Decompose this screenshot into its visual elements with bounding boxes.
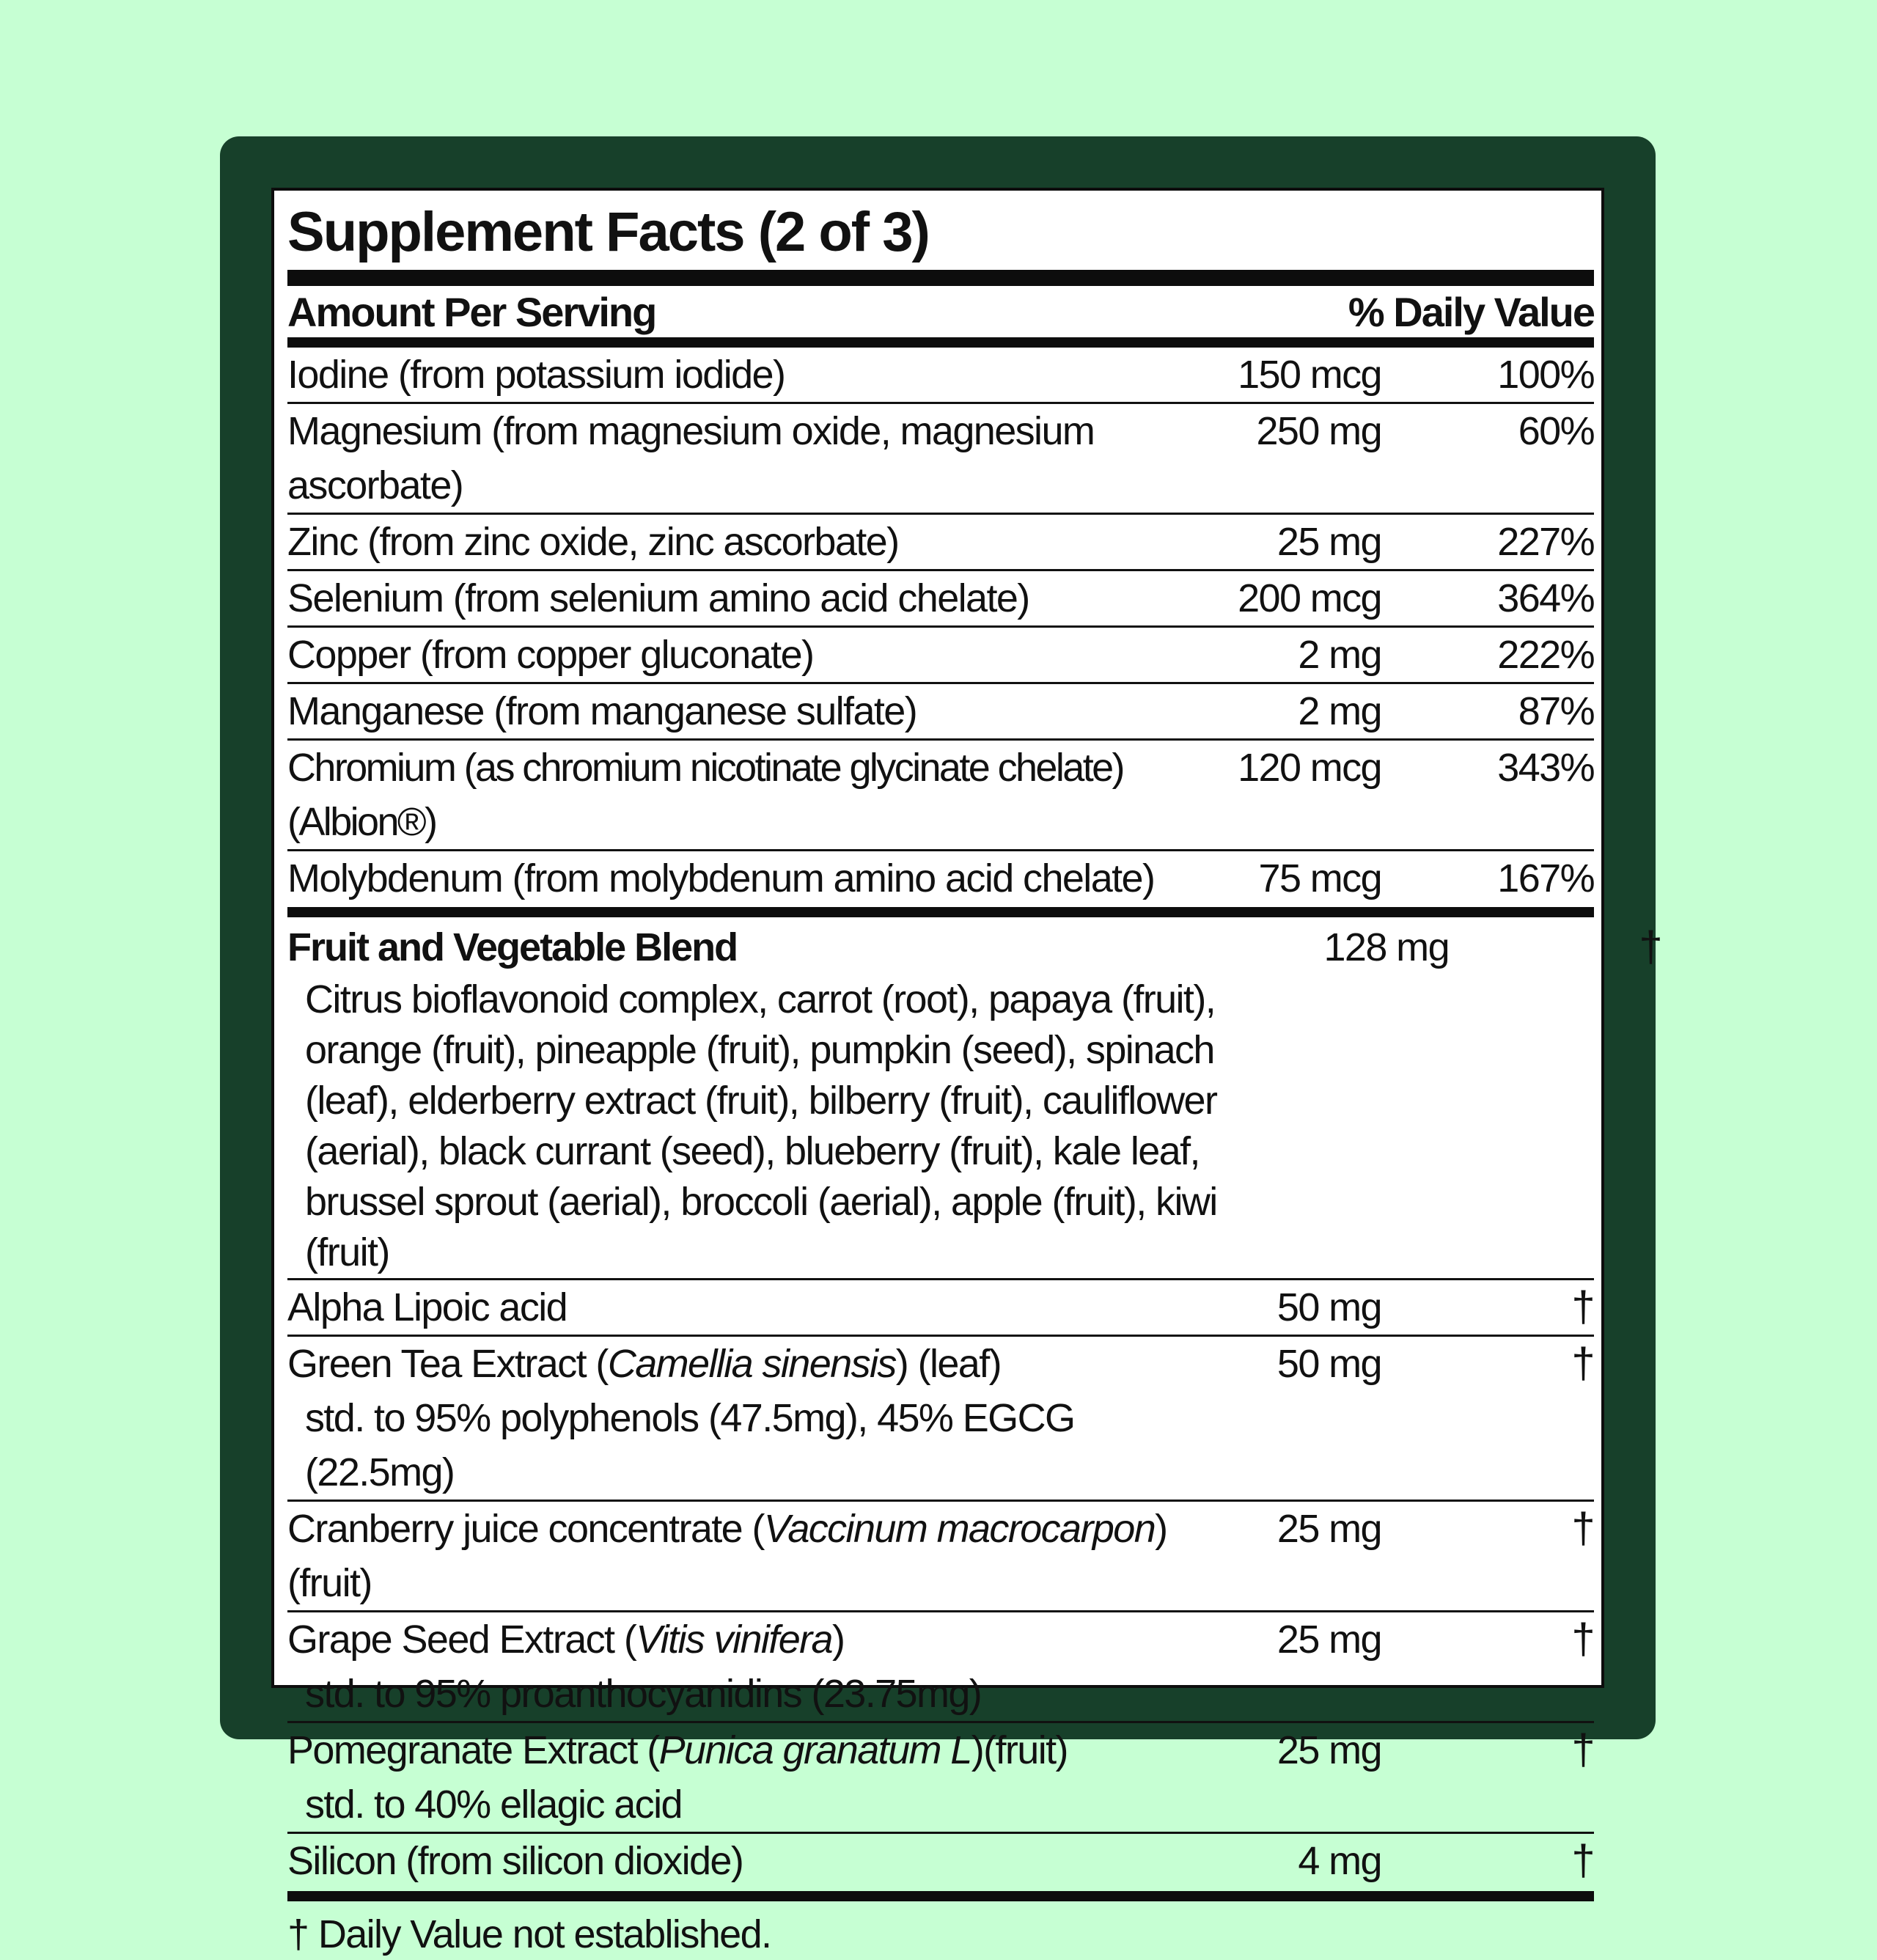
nutrient-name: Manganese (from manganese sulfate) bbox=[287, 689, 917, 733]
nutrient-name: Silicon (from silicon dioxide) bbox=[287, 1839, 743, 1883]
nutrient-amount: 25 mg bbox=[1277, 1507, 1381, 1551]
daily-value-label: % Daily Value bbox=[1348, 288, 1594, 335]
nutrient-name-cell bbox=[287, 1723, 1191, 1832]
nutrient-daily-value: † bbox=[1571, 1726, 1594, 1774]
blend-amount: 128 mg bbox=[1323, 925, 1449, 969]
nutrient-name-cell bbox=[287, 1337, 1191, 1500]
nutrient-amount: 150 mcg bbox=[1238, 353, 1381, 397]
nutrient-daily-value: 100% bbox=[1497, 353, 1594, 397]
nutrient-name: Selenium (from selenium amino acid chelate) bbox=[287, 576, 1029, 620]
nutrient-daily-value: † bbox=[1571, 1340, 1594, 1387]
nutrient-amount: 4 mg bbox=[1298, 1839, 1381, 1883]
nutrient-row bbox=[287, 513, 1594, 569]
nutrient-name: Green Tea Extract (Camellia sinensis) (leaf) bbox=[287, 1342, 1001, 1386]
nutrient-amount: 50 mg bbox=[1277, 1342, 1381, 1386]
nutrient-row-cranberry bbox=[287, 1500, 1594, 1610]
nutrient-amount: 200 mcg bbox=[1238, 576, 1381, 620]
nutrient-daily-value: † bbox=[1571, 1505, 1594, 1552]
blend-row bbox=[287, 917, 1661, 1278]
nutrient-amount: 50 mg bbox=[1277, 1285, 1381, 1329]
nutrient-name: Alpha Lipoic acid bbox=[287, 1285, 567, 1329]
supplement-facts-panel bbox=[271, 188, 1661, 1956]
nutrient-name-cell bbox=[287, 1612, 1191, 1721]
nutrient-name: Grape Seed Extract (Vitis vinifera) bbox=[287, 1618, 845, 1662]
nutrient-row bbox=[287, 402, 1594, 513]
header-rule bbox=[287, 337, 1594, 348]
nutrient-amount: 25 mg bbox=[1277, 1728, 1381, 1772]
nutrient-row-grape-seed bbox=[287, 1610, 1594, 1721]
nutrient-name: Iodine (from potassium iodide) bbox=[287, 353, 785, 397]
nutrient-daily-value: 364% bbox=[1497, 576, 1594, 620]
nutrient-row-pomegranate bbox=[287, 1721, 1594, 1832]
nutrient-name: Zinc (from zinc oxide, zinc ascorbate) bbox=[287, 520, 899, 564]
blend-name: Fruit and Vegetable Blend bbox=[287, 925, 738, 969]
nutrient-daily-value: 222% bbox=[1497, 633, 1594, 677]
nutrient-name: Copper (from copper gluconate) bbox=[287, 633, 814, 677]
blend-ingredients: Citrus bioflavonoid complex, carrot (root), papaya (fruit), orange (fruit), pineapple (fruit), pumpkin (seed), spinach (leaf), elderberry extract (fruit), bilberry (fruit), cauliflower (aerial), black currant (seed), blueberry (fruit), kale leaf, brussel sprout (aerial), broccoli (aerial), apple (fruit), kiwi (fruit) bbox=[305, 977, 1217, 1274]
panel-title: Supplement Facts (2 of 3) bbox=[287, 201, 929, 263]
nutrient-amount: 75 mcg bbox=[1258, 856, 1381, 900]
nutrient-row-silicon bbox=[287, 1832, 1594, 1888]
nutrient-daily-value: 60% bbox=[1518, 409, 1594, 453]
nutrient-row bbox=[287, 682, 1594, 738]
nutrient-row bbox=[287, 849, 1594, 906]
nutrient-row bbox=[287, 569, 1594, 625]
blend-cell bbox=[287, 920, 1258, 1278]
nutrient-amount: 25 mg bbox=[1277, 520, 1381, 564]
latin-name: Punica granatum L bbox=[658, 1728, 971, 1772]
nutrient-daily-value: † bbox=[1571, 1283, 1594, 1331]
nutrient-daily-value: † bbox=[1571, 1837, 1594, 1884]
minerals-list bbox=[287, 348, 1594, 906]
title-rule bbox=[287, 270, 1594, 286]
nutrient-amount: 2 mg bbox=[1298, 633, 1381, 677]
standardization-note: std. to 95% polyphenols (47.5mg), 45% EGCG (22.5mg) bbox=[305, 1396, 1075, 1494]
nutrient-row bbox=[287, 625, 1594, 682]
panel-content bbox=[287, 191, 1661, 1960]
nutrient-daily-value: 227% bbox=[1497, 520, 1594, 564]
nutrient-daily-value: 343% bbox=[1497, 746, 1594, 790]
nutrient-name: Cranberry juice concentrate (Vaccinum macrocarpon) (fruit) bbox=[287, 1507, 1167, 1605]
nutrient-row-alpha-lipoic bbox=[287, 1278, 1594, 1335]
nutrient-name: Pomegranate Extract (Punica granatum L)(fruit) bbox=[287, 1728, 1068, 1772]
nutrient-name: Magnesium (from magnesium oxide, magnesium ascorbate) bbox=[287, 409, 1095, 507]
footer-rule bbox=[287, 1891, 1594, 1901]
latin-name: Camellia sinensis bbox=[607, 1342, 896, 1386]
blend-daily-value: † bbox=[1639, 923, 1661, 971]
nutrient-daily-value: 87% bbox=[1518, 689, 1594, 733]
label-frame bbox=[220, 136, 1661, 1956]
section-rule bbox=[287, 907, 1594, 917]
amount-per-serving-label: Amount Per Serving bbox=[287, 288, 656, 335]
standardization-note: std. to 95% proanthocyanidins (23.75mg) bbox=[305, 1672, 982, 1716]
nutrient-name: Chromium (as chromium nicotinate glycinate chelate) (Albion®) bbox=[287, 746, 1123, 844]
nutrient-name: Molybdenum (from molybdenum amino acid chelate) bbox=[287, 856, 1155, 900]
nutrient-amount: 25 mg bbox=[1277, 1618, 1381, 1662]
nutrient-amount: 250 mg bbox=[1256, 409, 1381, 453]
latin-name: Vitis vinifera bbox=[636, 1618, 832, 1662]
latin-name: Vaccinum macrocarpon bbox=[763, 1507, 1156, 1551]
nutrient-row bbox=[287, 348, 1594, 402]
standardization-note: std. to 40% ellagic acid bbox=[305, 1783, 682, 1827]
nutrient-row-green-tea bbox=[287, 1335, 1594, 1500]
nutrient-daily-value: † bbox=[1571, 1615, 1594, 1663]
nutrient-amount: 120 mcg bbox=[1238, 746, 1381, 790]
nutrient-amount: 2 mg bbox=[1298, 689, 1381, 733]
nutrient-row bbox=[287, 738, 1594, 849]
column-header bbox=[287, 286, 1594, 337]
nutrient-daily-value: 167% bbox=[1497, 856, 1594, 900]
footnote: † Daily Value not established. bbox=[287, 1912, 771, 1956]
